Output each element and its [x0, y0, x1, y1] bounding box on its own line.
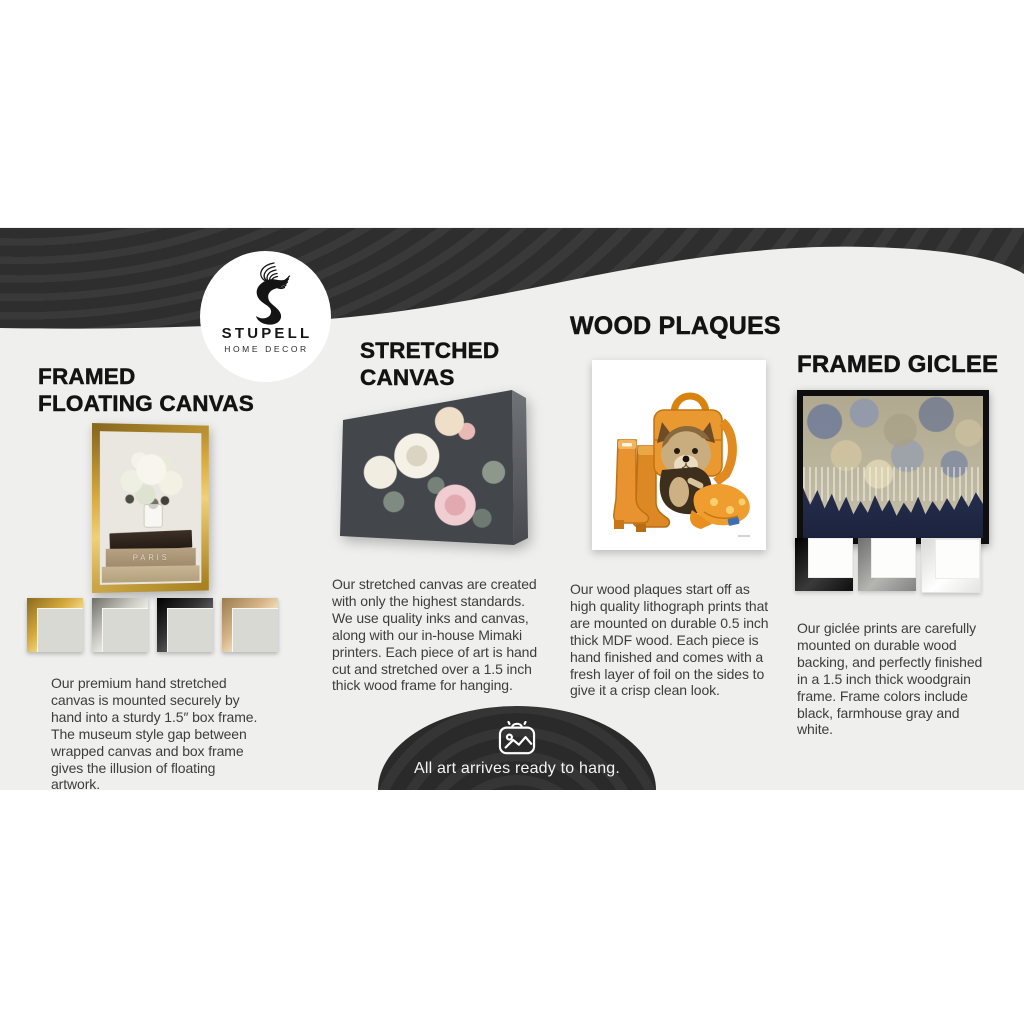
frame-swatch-black	[795, 538, 853, 591]
paint-drips	[803, 467, 983, 501]
heading-framed-floating-canvas: FRAMED FLOATING CANVAS	[38, 364, 254, 416]
paris-book-label: PARIS	[132, 552, 170, 563]
hero-wave-band	[0, 228, 1024, 360]
stretched-canvas-description: Our stretched canvas are created with only the highest standards. We use quality inks and canvas, along with our in-house Mimaki printers. Each piece of art is hand cut and stretched over a 1.5 inch thick wood frame for hanging.	[332, 576, 538, 694]
hydrangea-artwork	[102, 433, 200, 583]
heading-stretched-canvas: STRETCHED CANVAS	[360, 338, 500, 390]
swatch-canvas	[808, 538, 853, 578]
floating-canvas-product-image	[92, 423, 209, 593]
heading-wood-plaques: WOOD PLAQUES	[570, 312, 781, 340]
stretched-canvas-product-image	[340, 387, 532, 551]
framed-giclee-product-image	[797, 390, 989, 544]
frame-swatch-silver	[92, 598, 148, 652]
mason-jar	[143, 504, 162, 528]
footer-dome	[378, 706, 656, 790]
wood-plaques-description: Our wood plaques start off as high quality lithograph prints that are mounted on durable 0.5 inch thick MDF wood. Each piece is hand finished and comes with a fresh layer of foil on the sides to give it a crisp clean look.	[570, 581, 769, 699]
picture-frame-icon	[495, 721, 539, 757]
abstract-giclee-artwork	[803, 396, 983, 538]
giclee-frame-finish-swatches	[795, 538, 981, 593]
frame-swatch-white	[921, 538, 981, 593]
swatch-canvas	[871, 538, 916, 578]
gold-floating-frame	[92, 423, 209, 593]
brand-tagline: HOME DECOR	[224, 344, 309, 354]
swatch-canvas	[935, 539, 980, 579]
yorkie-orange-artwork	[592, 360, 766, 550]
framed-giclee-description: Our giclée prints are carefully mounted on durable wood backing, and perfectly finished in a 1.5 inch thick woodgrain frame. Frame colors include black, farmhouse gray and white.	[797, 620, 983, 738]
frame-swatch-gold	[27, 598, 83, 652]
wood-plaque-product-image	[592, 360, 766, 550]
table-surface	[102, 565, 200, 583]
floating-canvas-description: Our premium hand stretched canvas is mounted securely by hand into a sturdy 1.5″ box frame. The museum style gap between wrapped canvas and box frame gives the illusion of floating artwork.	[51, 675, 258, 793]
frame-swatch-black	[157, 598, 213, 652]
swatch-canvas	[167, 608, 213, 652]
swatch-canvas	[37, 608, 83, 652]
infographic-canvas	[0, 227, 1024, 793]
floating-frame-finish-swatches	[27, 598, 278, 652]
swatch-canvas	[232, 608, 278, 652]
ready-to-hang-message: All art arrives ready to hang.	[413, 760, 621, 777]
floral-canvas-artwork	[340, 387, 532, 551]
frame-swatch-champagne	[222, 598, 278, 652]
frame-swatch-farmhouse-gray	[858, 538, 916, 591]
brand-name: STUPELL	[221, 325, 313, 342]
heading-framed-giclee: FRAMED GICLEE	[797, 351, 999, 378]
swatch-canvas	[102, 608, 148, 652]
stupell-s-logo-icon	[235, 261, 297, 327]
